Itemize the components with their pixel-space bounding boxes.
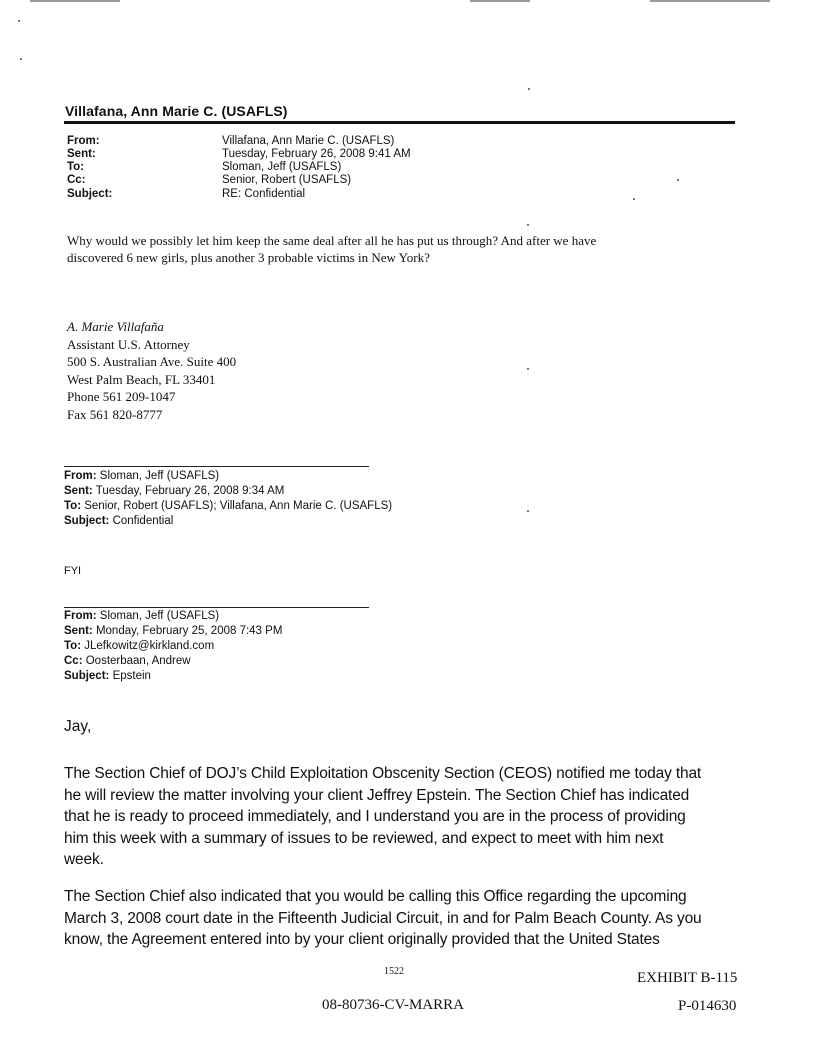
message-line: Why would we possibly let him keep the same deal after all he has put us through? And after we have (67, 233, 597, 248)
forward2-from: From: Sloman, Jeff (USAFLS) (64, 610, 220, 622)
scan-speck (527, 510, 529, 512)
forward1-to: To: Senior, Robert (USAFLS); Villafana, Ann Marie C. (USAFLS) (64, 500, 393, 512)
signature-address-line2: West Palm Beach, FL 33401 (67, 371, 216, 387)
scan-artifact (30, 0, 120, 2)
forward1-subject: Subject: Confidential (64, 515, 174, 527)
bates-number: P-014630 (678, 998, 737, 1014)
forward2-sent: Sent: Monday, February 25, 2008 7:43 PM (64, 625, 283, 637)
paragraph-line: The Section Chief of DOJ’s Child Exploitation Obscenity Section (CEOS) notified me today that (64, 765, 702, 782)
meta-from-label: From: (67, 135, 100, 147)
paragraph-line: The Section Chief also indicated that you would be calling this Office regarding the upcoming (64, 888, 687, 905)
meta-subject-label: Subject: (67, 188, 113, 200)
forward2-cc: Cc: Oosterbaan, Andrew (64, 655, 191, 667)
meta-sent-label: Sent: (67, 148, 96, 160)
scan-speck (18, 20, 20, 22)
meta-from-value: Villafana, Ann Marie C. (USAFLS) (222, 135, 395, 147)
scan-speck (528, 88, 530, 90)
case-number: 08-80736-CV-MARRA (322, 997, 464, 1013)
scan-speck (527, 224, 529, 226)
signature-block (67, 318, 236, 423)
paragraph-line: that he is ready to proceed immediately, and I understand you are in the process of providing (64, 808, 686, 825)
forward2-to: To: JLefkowitz@kirkland.com (64, 640, 215, 652)
signature-fax: Fax 561 820-8777 (67, 406, 163, 422)
signature-phone: Phone 561 209-1047 (67, 389, 176, 404)
scan-speck (20, 58, 22, 60)
signature-address-line1: 500 S. Australian Ave. Suite 400 (67, 354, 237, 369)
meta-to-label: To: (67, 161, 85, 173)
forward1-from: From: Sloman, Jeff (USAFLS) (64, 470, 220, 482)
message-body (67, 232, 757, 266)
paragraph-line: him this week with a summary of issues to be reviewed, and expect to meet with him next (64, 829, 664, 847)
forward-divider (64, 466, 369, 467)
scan-artifact (650, 0, 770, 2)
forward2-subject: Subject: Epstein (64, 670, 151, 682)
meta-to-value: Sloman, Jeff (USAFLS) (222, 161, 342, 173)
scan-speck (633, 198, 635, 200)
signature-name: A. Marie Villafaña (67, 319, 164, 334)
forward-divider (64, 607, 369, 608)
letter-greeting: Jay, (64, 718, 92, 735)
paragraph-line: March 3, 2008 court date in the Fifteenth Judicial Circuit, in and for Palm Beach County. As you (64, 909, 702, 927)
message-line: discovered 6 new girls, plus another 3 probable victims in New York? (67, 250, 430, 265)
forward1-sent: Sent: Tuesday, February 26, 2008 9:34 AM (64, 485, 285, 497)
letter-paragraph-1 (64, 763, 754, 871)
meta-cc-label: Cc: (67, 174, 86, 186)
paragraph-line: know, the Agreement entered into by your client originally provided that the United States (64, 931, 660, 948)
meta-subject-value: RE: Confidential (222, 188, 306, 200)
email-header-name: Villafana, Ann Marie C. (USAFLS) (65, 103, 288, 119)
page-number: 1522 (384, 966, 404, 977)
paragraph-line: week. (64, 851, 104, 868)
header-rule (64, 121, 735, 124)
scan-speck (677, 179, 679, 181)
paragraph-line: he will review the matter involving your client Jeffrey Epstein. The Section Chief has indicated (64, 786, 690, 804)
forward1-body: FYI (64, 565, 82, 577)
meta-sent-value: Tuesday, February 26, 2008 9:41 AM (222, 148, 411, 160)
letter-paragraph-2 (64, 886, 754, 951)
scan-speck (527, 368, 529, 370)
meta-cc-value: Senior, Robert (USAFLS) (222, 174, 352, 186)
exhibit-label: EXHIBIT B-115 (637, 970, 738, 986)
signature-title: Assistant U.S. Attorney (67, 336, 190, 352)
scan-artifact (470, 0, 530, 2)
